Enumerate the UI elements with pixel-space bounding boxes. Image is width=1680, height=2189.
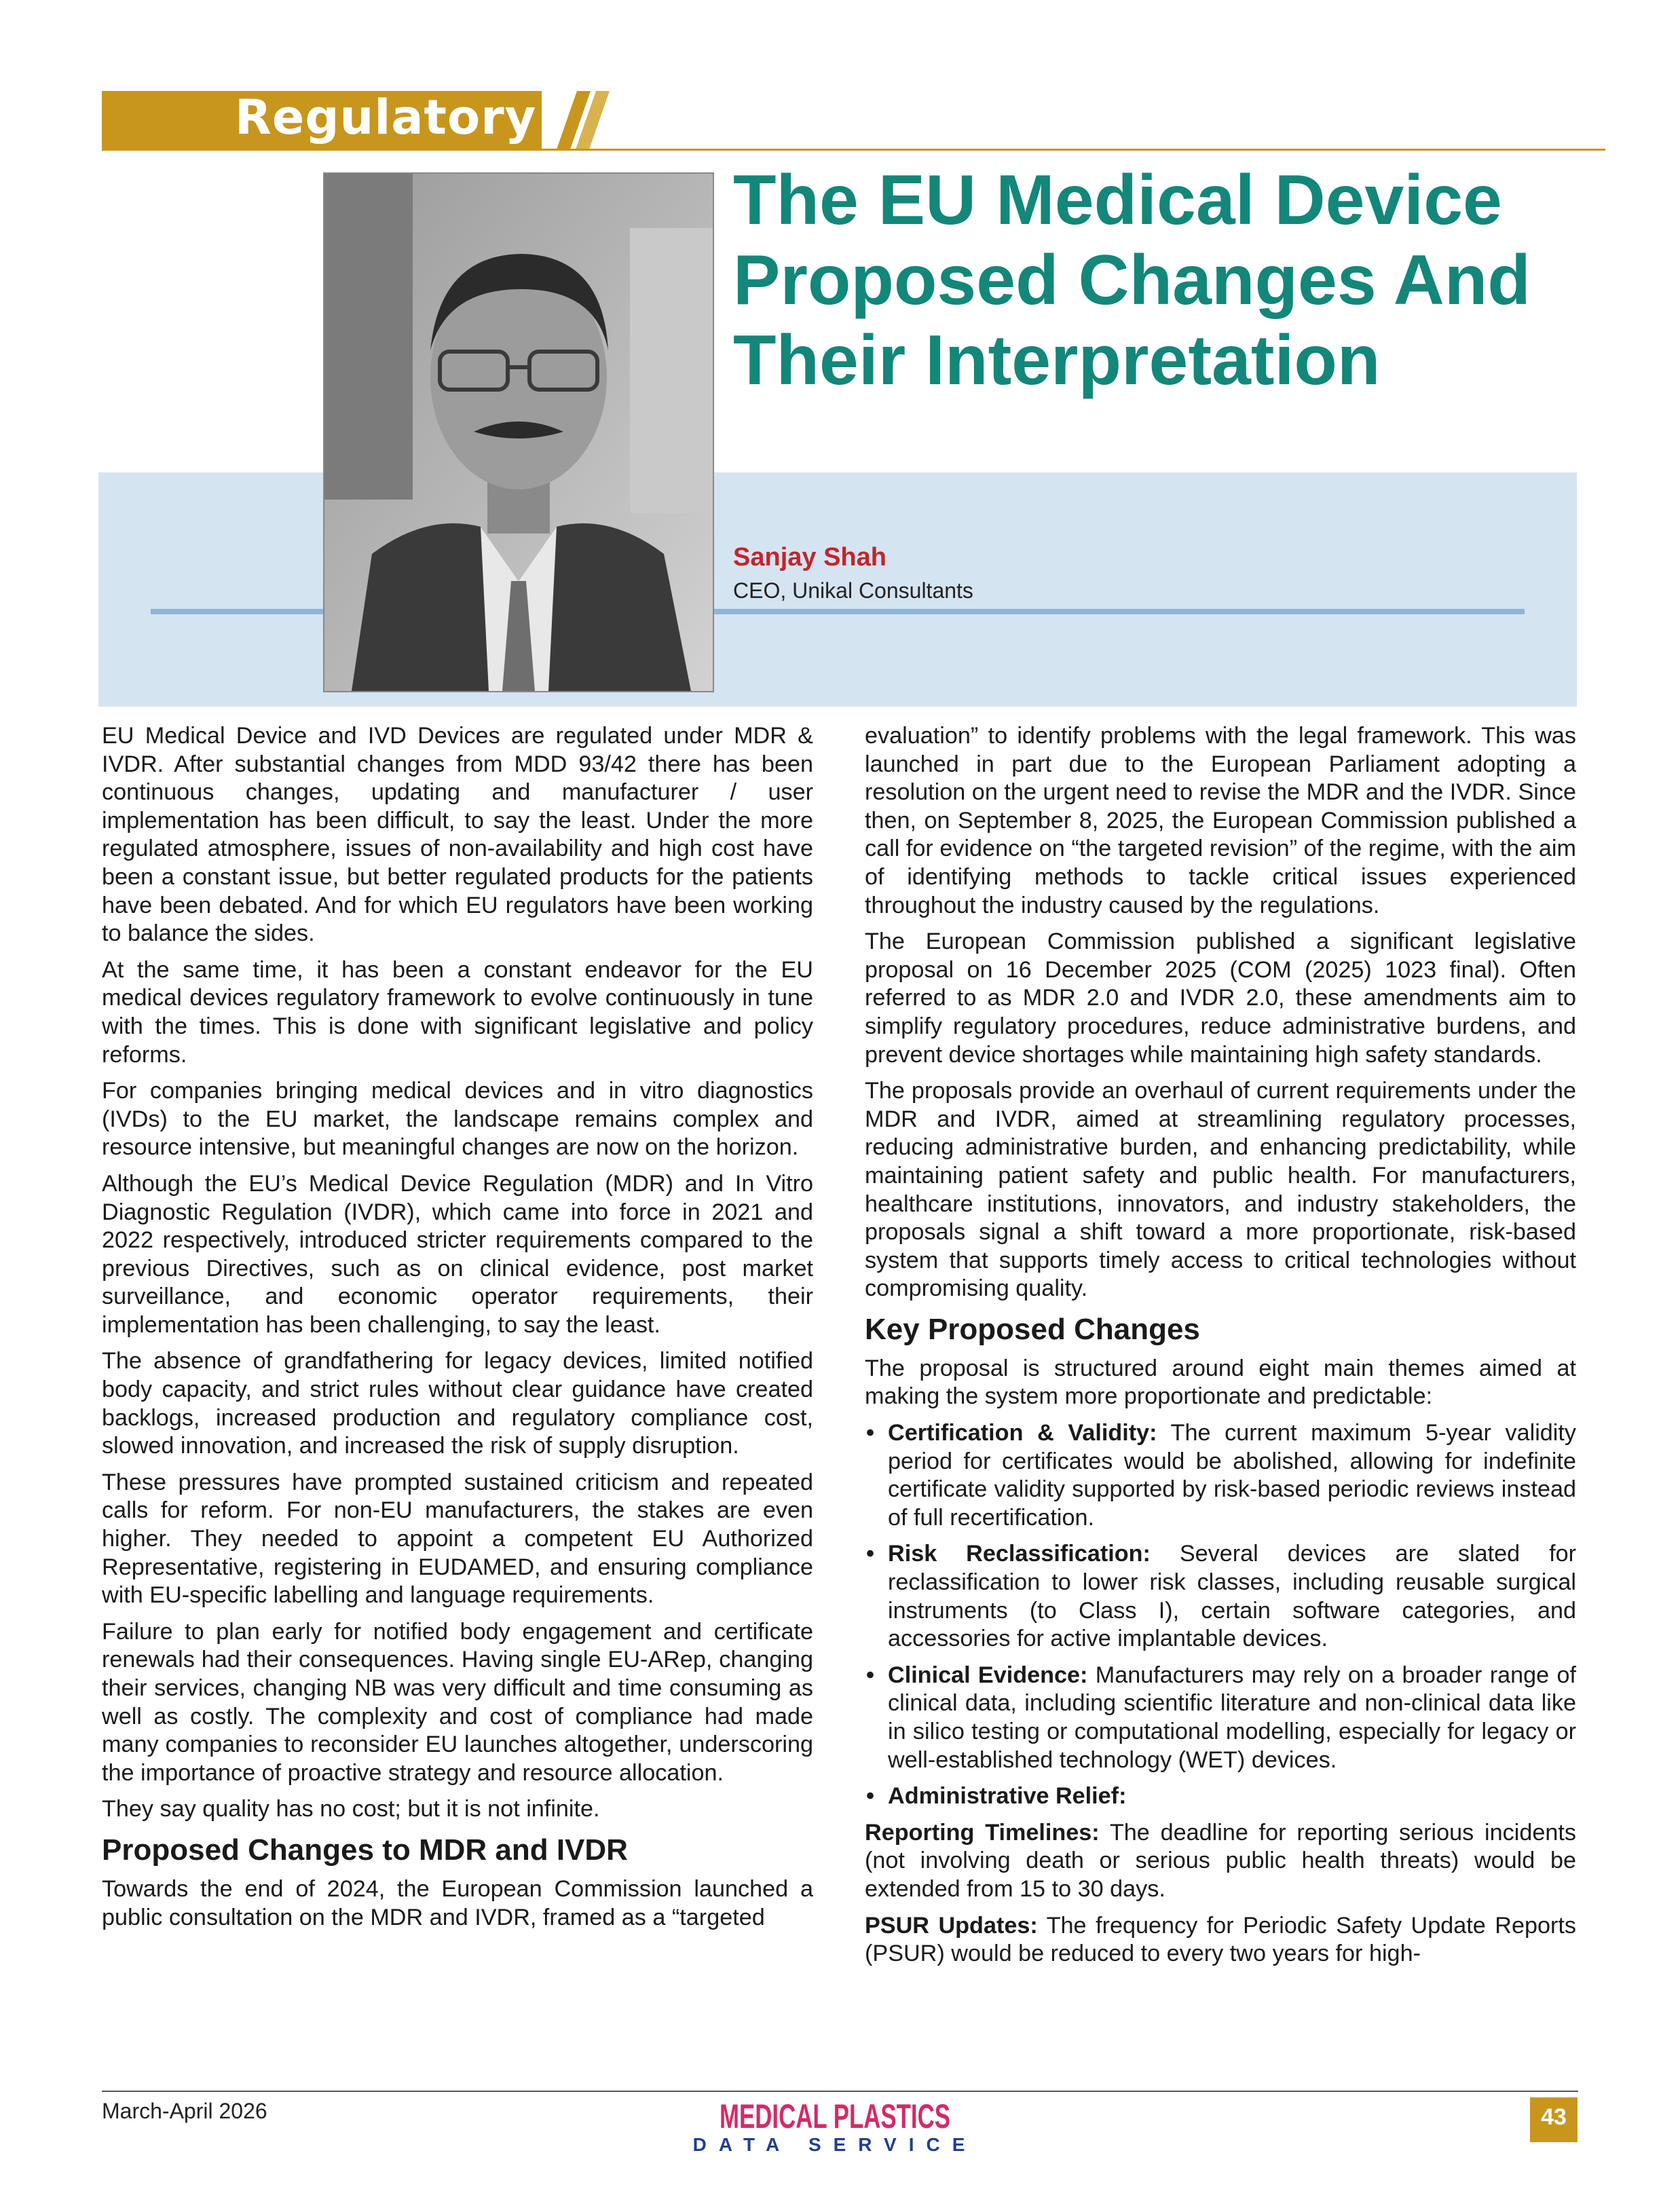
- bullet-icon: •: [866, 1662, 874, 1688]
- paragraph: For companies bringing medical devices and in vitro diagnostics (IVDs) to the EU market, the landscape remains complex and resource intensive, but meaningful changes are now on the horizon.: [102, 1078, 813, 1161]
- logo-bottom-text: DATA SERVICE: [692, 2134, 977, 2155]
- title-line-1: The EU Medical Device: [733, 161, 1502, 240]
- list-item-text: The current maximum 5-year validity period for certificates would be abolished, allowing for indefinite certificate validity supported by risk-based periodic reviews instead of full recertification.: [888, 1420, 1576, 1531]
- paragraph: They say quality has no cost; but it is not infinite.: [102, 1796, 600, 1822]
- portrait-illustration: [324, 174, 713, 691]
- list-item: [865, 1540, 1576, 1653]
- list-item-label: Certification & Validity:: [888, 1420, 1157, 1446]
- logo-top-text: MEDICAL PLASTICS: [720, 2097, 950, 2135]
- list-item-text: Several devices are slated for reclassification to lower risk classes, including reusable surgical instruments (to Class I), certain software categories, and accessories for active implantable devices.: [888, 1541, 1576, 1652]
- list-item-text: Manufacturers may rely on a broader range of clinical data, including scientific literature and non-clinical data like in silico testing or computational modelling, especially for legacy or well-established technology (WET) devices.: [888, 1662, 1576, 1773]
- issue-date: March-April 2026: [102, 2099, 267, 2123]
- section-label: Regulatory: [235, 90, 537, 145]
- title-line-2: Proposed Changes And: [733, 241, 1531, 320]
- paragraph: Failure to plan early for notified body engagement and certificate renewals had their consequences. Having single EU-ARep, changing their services, changing NB was very difficult and time consuming as well as costly. The complexity and cost of compliance had made many companies to reconsider EU launches altogether, underscoring the importance of proactive strategy and resource allocation.: [102, 1618, 813, 1786]
- page-number: 43: [1541, 2104, 1567, 2130]
- paragraph: EU Medical Device and IVD Devices are regulated under MDR & IVDR. After substantial changes from MDD 93/42 there has been continuous changes, updating and manufacturer / user implementation has been difficult, to say the least. Under the more regulated atmosphere, issues of non-availability and high cost have been a constant issue, but better regulated products for the patients have been debated. And for which EU regulators have been working to balance the sides.: [102, 723, 813, 947]
- list-item-label: Risk Reclassification:: [888, 1541, 1151, 1567]
- paragraph: Although the EU’s Medical Device Regulation (MDR) and In Vitro Diagnostic Regulation (IVDR), which came into force in 2021 and 2022 respectively, introduced stricter requirements compared to the previous Directives, such as on clinical evidence, post market surveillance, and economic operator requirements, their implementation has been challenging, to say the least.: [102, 1170, 813, 1338]
- inline-text: The frequency for Periodic Safety Update Reports (PSUR) would be reduced to every two years for high-: [865, 1912, 1577, 1967]
- right-column: [865, 722, 1576, 1977]
- author-name: Sanjay Shah: [733, 543, 886, 572]
- paragraph: Towards the end of 2024, the European Commission launched a public consultation on the MDR and IVDR, framed as a “targeted: [102, 1875, 813, 1930]
- paragraph: The absence of grandfathering for legacy devices, limited notified body capacity, and strict rules without clear guidance have created backlogs, increased production and regulatory compliance cost, slowed innovation, and increased the risk of supply disruption.: [102, 1348, 813, 1459]
- paragraph: [865, 1819, 1576, 1904]
- paragraph: At the same time, it has been a constant endeavor for the EU medical devices regulatory framework to evolve continuously in tune with the times. This is done with significant legislative and policy reforms.: [102, 956, 813, 1068]
- paragraph: The proposal is structured around eight main themes aimed at making the system more proportionate and predictable:: [865, 1355, 1576, 1410]
- paragraph: The European Commission published a significant legislative proposal on 16 December 2025 (COM (2025) 1023 final). Often referred to as MDR 2.0 and IVDR 2.0, these amendments aim to simplify regulatory procedures, reduce administrative burdens, and prevent device shortages while maintaining high safety standards.: [865, 929, 1576, 1068]
- list-item: [865, 1662, 1576, 1774]
- paragraph: [865, 1912, 1576, 1968]
- list-item: [865, 1782, 1576, 1811]
- paragraph: These pressures have prompted sustained criticism and repeated calls for reform. For non-EU manufacturers, the stakes are even higher. They needed to appoint a competent EU Authorized Representative, registering in EUDAMED, and ensuring compliance with EU-specific labelling and language requirements.: [102, 1469, 813, 1609]
- list-item: [865, 1419, 1576, 1532]
- section-heading: Proposed Changes to MDR and IVDR: [102, 1833, 628, 1867]
- section-heading: Key Proposed Changes: [865, 1312, 1200, 1346]
- footer-rule: [102, 2091, 1578, 2092]
- title-line-3: Their Interpretation: [733, 321, 1381, 400]
- author-role: CEO, Unikal Consultants: [733, 578, 973, 603]
- bullet-icon: •: [866, 1541, 874, 1567]
- changes-list: [865, 1419, 1576, 1811]
- bullet-icon: •: [866, 1783, 874, 1810]
- inline-label: Reporting Timelines:: [865, 1819, 1100, 1846]
- publication-logo: [692, 2094, 977, 2155]
- paragraph: evaluation” to identify problems with the legal framework. This was launched in part due to the European Parliament adopting a resolution on the urgent need to revise the MDR and the IVDR. Since then, on September 8, 2025, the European Commission published a call for evidence on “the targeted revision” of the regime, with the aim of identifying methods to tackle critical issues experienced throughout the industry caused by the regulations.: [865, 723, 1576, 918]
- list-item-label: Administrative Relief:: [888, 1783, 1127, 1810]
- header-rule: [102, 149, 1605, 151]
- left-column: [102, 722, 813, 1940]
- inline-text: The deadline for reporting serious incidents (not involving death or serious public health threats) would be extended from 15 to 30 days.: [865, 1819, 1576, 1902]
- bullet-icon: •: [866, 1420, 874, 1446]
- slashes-decoration: [523, 91, 611, 149]
- author-photo: [323, 172, 714, 692]
- inline-label: PSUR Updates:: [865, 1912, 1038, 1939]
- article-title: [733, 160, 1582, 400]
- list-item-label: Clinical Evidence:: [888, 1662, 1088, 1688]
- paragraph: The proposals provide an overhaul of current requirements under the MDR and IVDR, aimed at streamlining regulatory processes, reducing administrative burden, and enhancing predictability, while maintaining patient safety and public health. For manufacturers, healthcare institutions, innovators, and industry stakeholders, the proposals signal a shift toward a more proportionate, risk-based system that supports timely access to critical technologies without compromising quality.: [865, 1078, 1576, 1302]
